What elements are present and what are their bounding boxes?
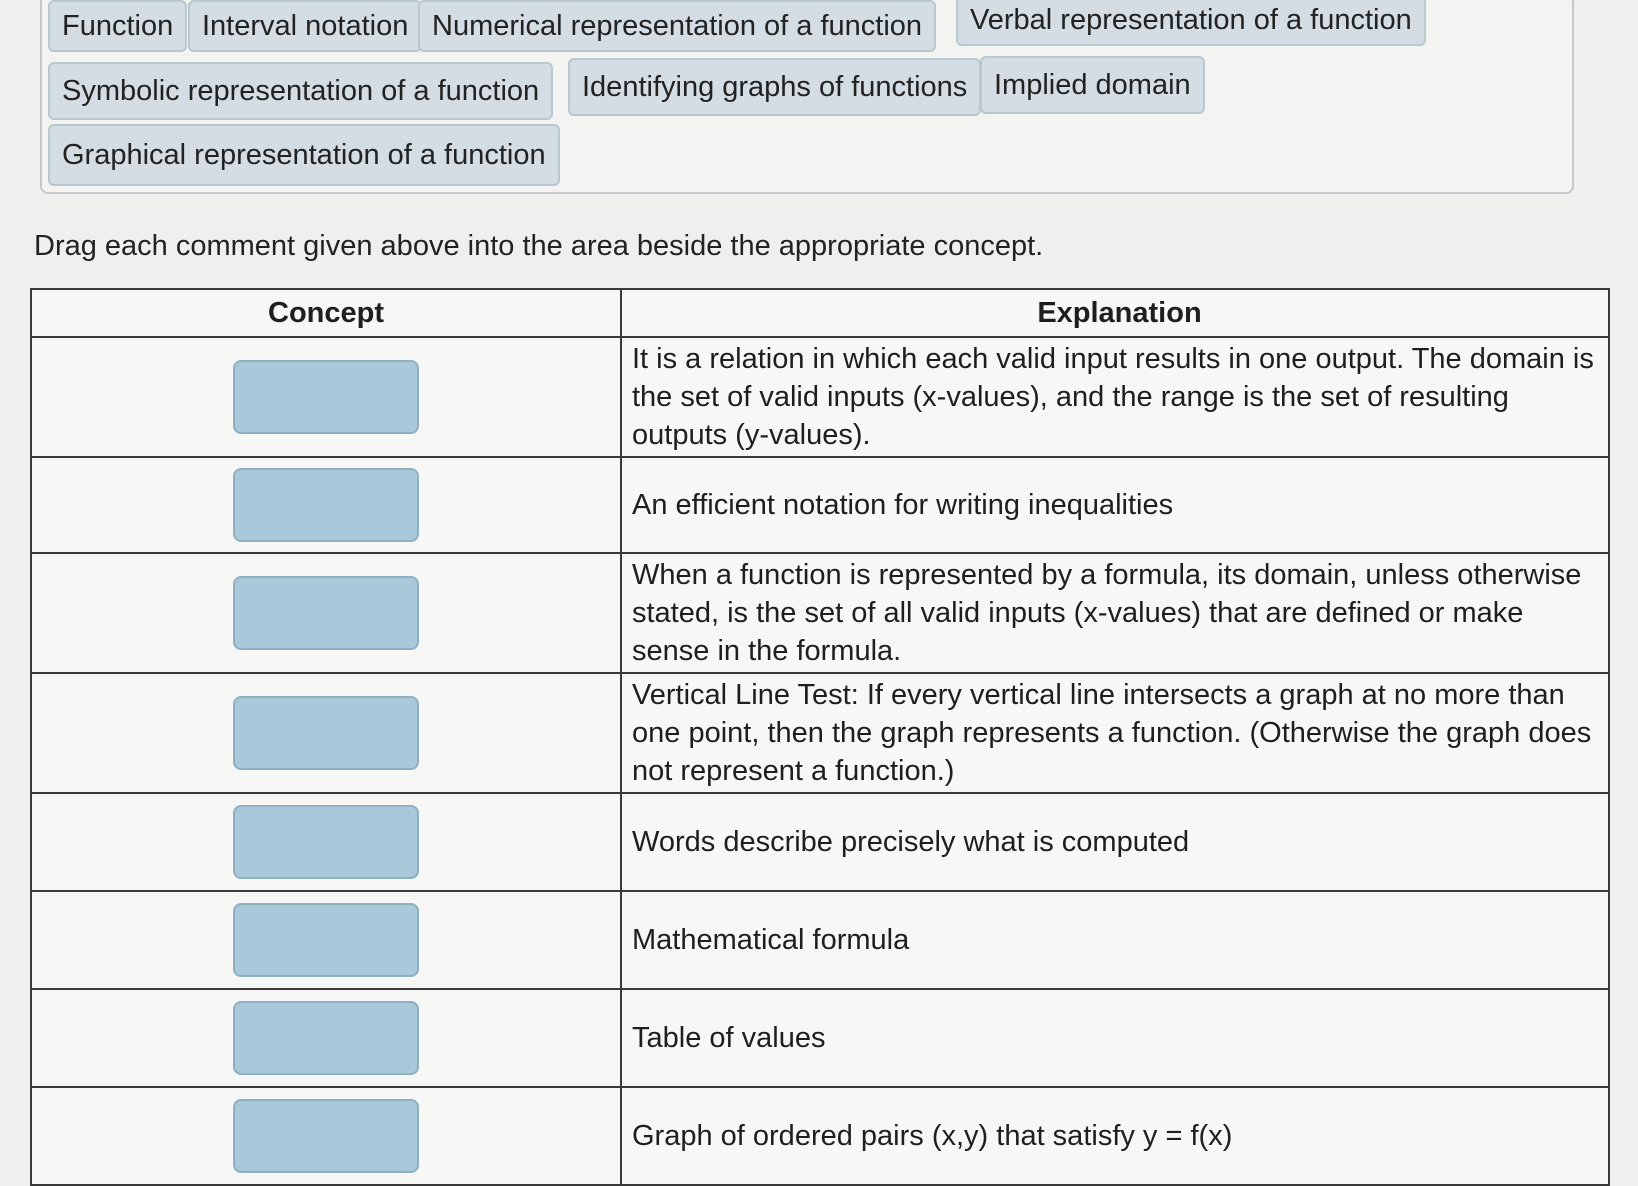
drop-zone[interactable] [233, 576, 419, 650]
table-row [31, 337, 1609, 457]
drop-zone[interactable] [233, 903, 419, 977]
concept-cell [31, 457, 621, 553]
concept-header: Concept [31, 289, 621, 337]
answer-chip-numerical-representation[interactable]: Numerical representation of a function [418, 0, 936, 52]
drop-zone[interactable] [233, 1099, 419, 1173]
table-row [31, 793, 1609, 891]
explanation-cell: Graph of ordered pairs (x,y) that satisfy y = f(x) [621, 1087, 1609, 1185]
concept-cell [31, 1087, 621, 1185]
concept-cell [31, 891, 621, 989]
table-row [31, 989, 1609, 1087]
drop-zone[interactable] [233, 468, 419, 542]
explanation-cell: When a function is represented by a formula, its domain, unless otherwise stated, is the set of all valid inputs (x-values) that are defined or make sense in the formula. [621, 553, 1609, 673]
answer-chip-identifying-graphs[interactable]: Identifying graphs of functions [568, 58, 981, 116]
concept-cell [31, 553, 621, 673]
answer-chip-verbal-representation[interactable]: Verbal representation of a function [956, 0, 1426, 46]
answer-chip-function[interactable]: Function [48, 0, 187, 52]
table-row [31, 457, 1609, 553]
matching-table [30, 288, 1610, 1186]
answer-chip-symbolic-representation[interactable]: Symbolic representation of a function [48, 62, 553, 120]
explanation-cell: An efficient notation for writing inequalities [621, 457, 1609, 553]
table-row [31, 553, 1609, 673]
drop-zone[interactable] [233, 805, 419, 879]
table-row [31, 673, 1609, 793]
concept-cell [31, 989, 621, 1087]
explanation-cell: Mathematical formula [621, 891, 1609, 989]
table-header-row [31, 289, 1609, 337]
instructions-text: Drag each comment given above into the area beside the appropriate concept. [34, 230, 1044, 262]
answer-chip-interval-notation[interactable]: Interval notation [188, 0, 422, 52]
explanation-cell: Table of values [621, 989, 1609, 1087]
explanation-header: Explanation [621, 289, 1609, 337]
drop-zone[interactable] [233, 696, 419, 770]
drop-zone[interactable] [233, 360, 419, 434]
drop-zone[interactable] [233, 1001, 419, 1075]
concept-cell [31, 673, 621, 793]
answer-chip-implied-domain[interactable]: Implied domain [980, 56, 1205, 114]
table-row [31, 1087, 1609, 1185]
explanation-cell: Vertical Line Test: If every vertical line intersects a graph at no more than one point, then the graph represents a function. (Otherwise the graph does not represent a function.) [621, 673, 1609, 793]
explanation-cell: It is a relation in which each valid input results in one output. The domain is the set of valid inputs (x-values), and the range is the set of resulting outputs (y-values). [621, 337, 1609, 457]
concept-cell [31, 337, 621, 457]
explanation-cell: Words describe precisely what is computed [621, 793, 1609, 891]
table-row [31, 891, 1609, 989]
answer-chip-graphical-representation[interactable]: Graphical representation of a function [48, 124, 560, 186]
concept-cell [31, 793, 621, 891]
